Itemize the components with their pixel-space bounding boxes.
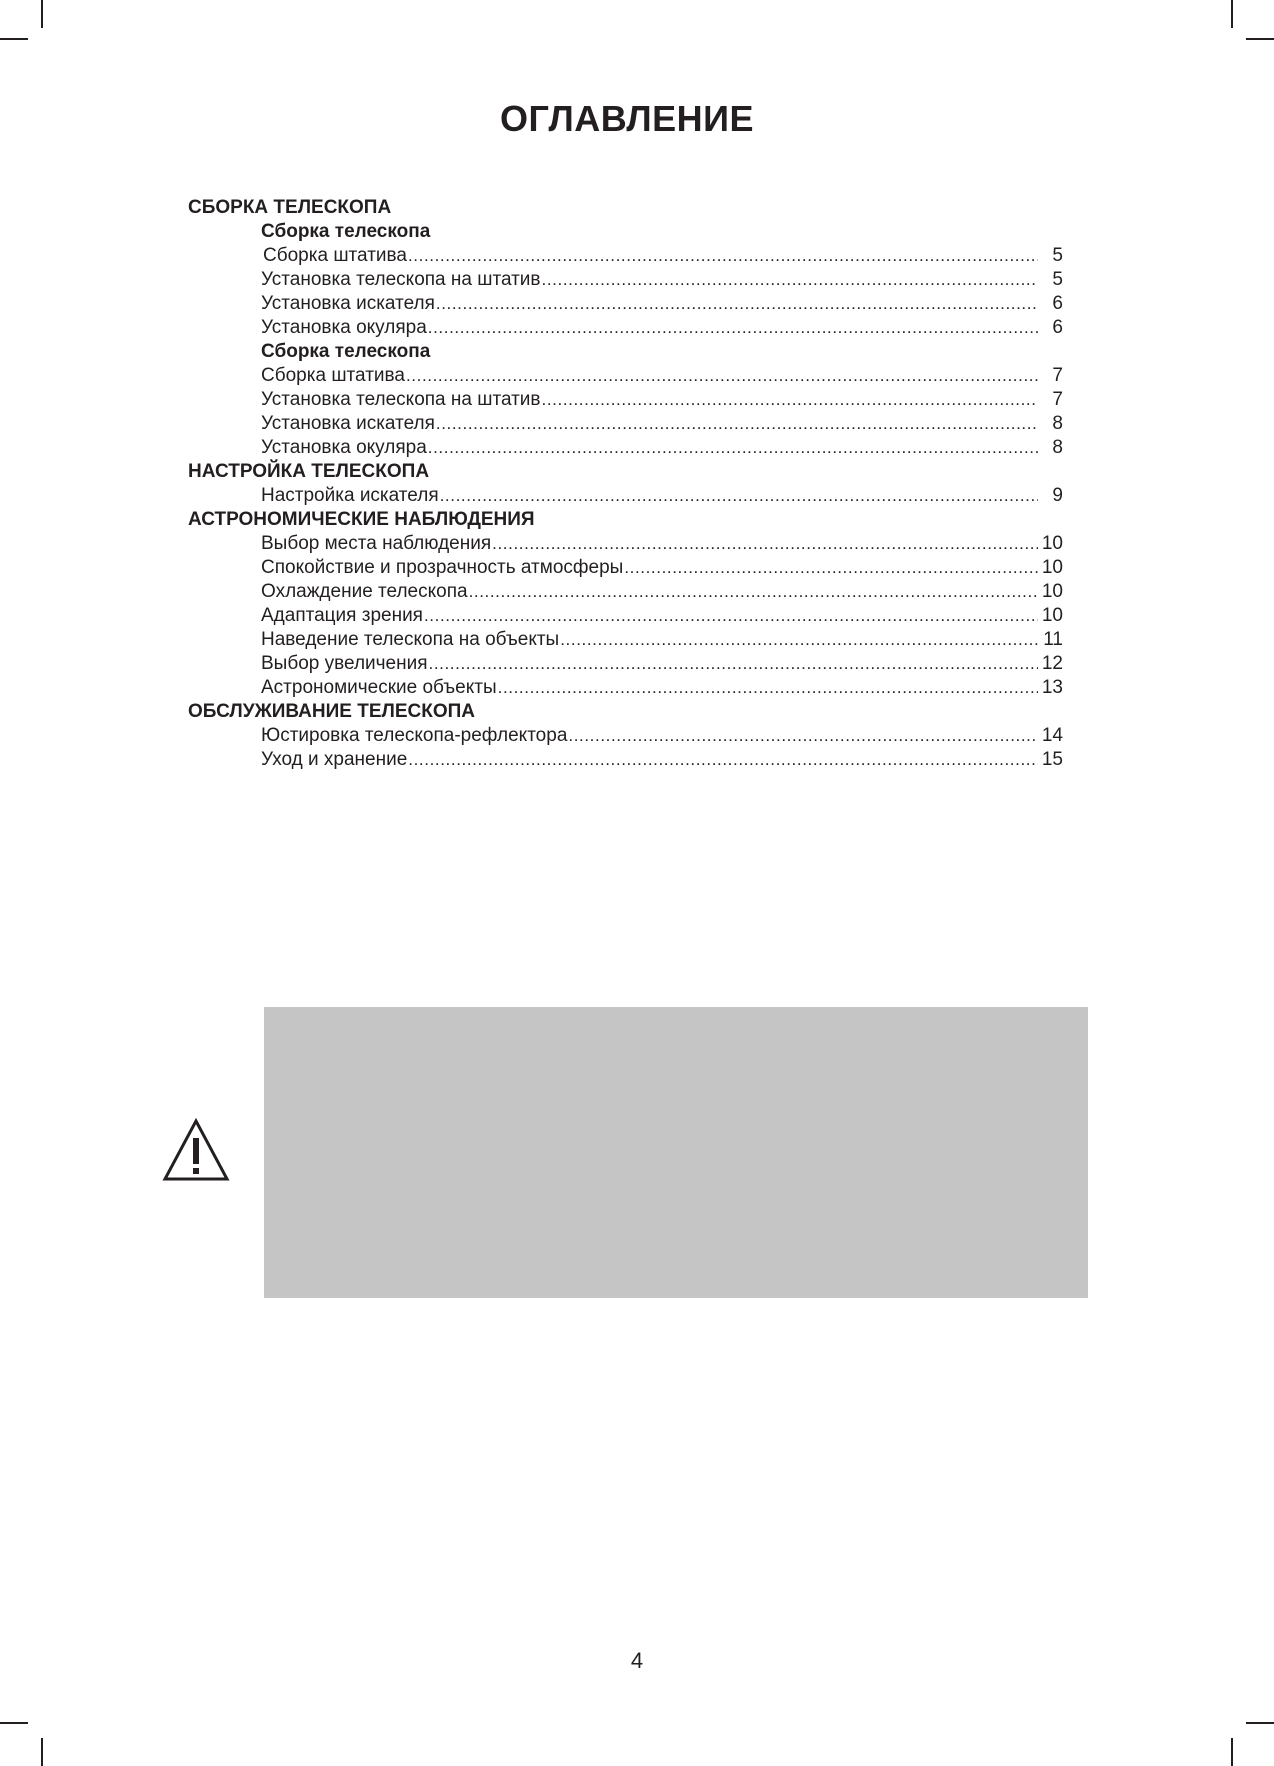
toc-entry-leader [408,748,1038,772]
toc-entry-leader [429,652,1038,676]
toc-entry-leader [428,436,1038,460]
toc-entry-label: Сборка штатива [263,245,407,266]
toc-entry-label: Спокойствие и прозрачность атмосферы [261,557,624,578]
warning-notice-box [264,1007,1088,1298]
toc-entry-leader [428,316,1038,340]
toc-entry[interactable] [188,484,1063,508]
toc-entry-leader [406,364,1038,388]
toc-subheading: Сборка телескопа [261,341,431,362]
toc-entry-label: Установка окуляра [261,317,427,338]
toc-entry-label: Установка окуляра [261,437,427,458]
toc-entry-leader [568,724,1038,748]
crop-mark-bottom-right-h [1246,1722,1274,1724]
toc-entry-leader [469,580,1038,604]
toc-entry[interactable] [188,556,1063,580]
toc-entry-leader [624,556,1038,580]
toc-entry-page: 9 [1052,485,1063,506]
toc-entry[interactable] [188,676,1063,700]
page-title: ОГЛАВЛЕНИЕ [499,98,755,139]
toc-entry[interactable] [188,580,1063,604]
toc-subheading: Сборка телескопа [261,221,431,242]
toc-entry-label: Установка телескопа на штатив [261,389,541,410]
toc-entry-leader [424,604,1038,628]
toc-entry[interactable] [188,244,1063,268]
toc-entry-label: Юстировка телескопа-рефлектора [261,725,568,746]
toc-entry[interactable] [188,412,1063,436]
toc-entry[interactable] [188,604,1063,628]
toc-entry-page: 12 [1041,653,1063,674]
toc-entry[interactable] [188,436,1063,460]
warning-icon [162,1118,230,1182]
toc-entry-page: 6 [1052,293,1063,314]
toc-section-heading: АСТРОНОМИЧЕСКИЕ НАБЛЮДЕНИЯ [188,509,535,530]
toc-entry-page: 7 [1052,389,1063,410]
crop-mark-bottom-right [1231,1738,1233,1766]
toc-entry-label: Установка искателя [261,293,435,314]
toc-entry-page: 15 [1041,749,1063,770]
toc-entry-leader [408,244,1038,268]
crop-mark-top-right-h [1246,38,1274,40]
toc-section-heading: ОБСЛУЖИВАНИЕ ТЕЛЕСКОПА [188,701,475,722]
page-number: 4 [630,1648,644,1673]
toc-entry[interactable] [188,748,1063,772]
toc-entry-label: Выбор места наблюдения [261,533,492,554]
toc-entry-leader [498,676,1038,700]
toc-section-heading: СБОРКА ТЕЛЕСКОПА [188,197,392,218]
toc-section-heading: НАСТРОЙКА ТЕЛЕСКОПА [188,461,430,482]
crop-mark-bottom-left-h [0,1722,28,1724]
toc-entry[interactable] [188,268,1063,292]
toc-entry[interactable] [188,388,1063,412]
toc-entry-page: 14 [1041,725,1063,746]
toc-entry-label: Охлаждение телескопа [261,581,468,602]
crop-mark-bottom-left [41,1738,43,1766]
crop-mark-top-left-h [0,38,28,40]
toc-entry-page: 6 [1052,317,1063,338]
toc-entry-page: 10 [1041,557,1063,578]
toc-entry-leader [542,388,1038,412]
toc-entry-leader [560,628,1038,652]
toc-entry-leader [436,412,1038,436]
toc-entry[interactable] [188,652,1063,676]
toc-entry-label: Астрономические объекты [261,677,497,698]
toc-entry-page: 11 [1043,629,1063,650]
toc-entry-leader [436,292,1038,316]
toc-entry-page: 5 [1052,269,1063,290]
crop-mark-top-right [1231,0,1233,28]
toc-entry-label: Выбор увеличения [261,653,428,674]
toc-entry-page: 8 [1052,437,1063,458]
toc-entry-label: Установка телескопа на штатив [261,269,541,290]
toc-entry-label: Наведение телескопа на объекты [261,629,560,650]
toc-entry[interactable] [188,628,1063,652]
table-of-contents [188,196,1063,772]
toc-entry-page: 7 [1052,365,1063,386]
crop-mark-top-left [41,0,43,28]
toc-entry[interactable] [188,316,1063,340]
toc-entry-page: 13 [1041,677,1063,698]
toc-entry[interactable] [188,724,1063,748]
toc-entry-label: Установка искателя [261,413,435,434]
toc-entry-leader [492,532,1038,556]
toc-entry-leader [440,484,1038,508]
toc-entry-page: 5 [1052,245,1063,266]
toc-entry-label: Адаптация зрения [261,605,423,626]
toc-entry[interactable] [188,532,1063,556]
toc-entry-page: 8 [1052,413,1063,434]
toc-entry-page: 10 [1041,605,1063,626]
toc-entry-page: 10 [1041,581,1063,602]
toc-entry[interactable] [188,292,1063,316]
toc-entry-label: Настройка искателя [261,485,439,506]
toc-entry[interactable] [188,364,1063,388]
toc-entry-page: 10 [1041,533,1063,554]
toc-entry-label: Уход и хранение [261,749,408,770]
toc-entry-label: Сборка штатива [261,365,405,386]
toc-entry-leader [542,268,1038,292]
